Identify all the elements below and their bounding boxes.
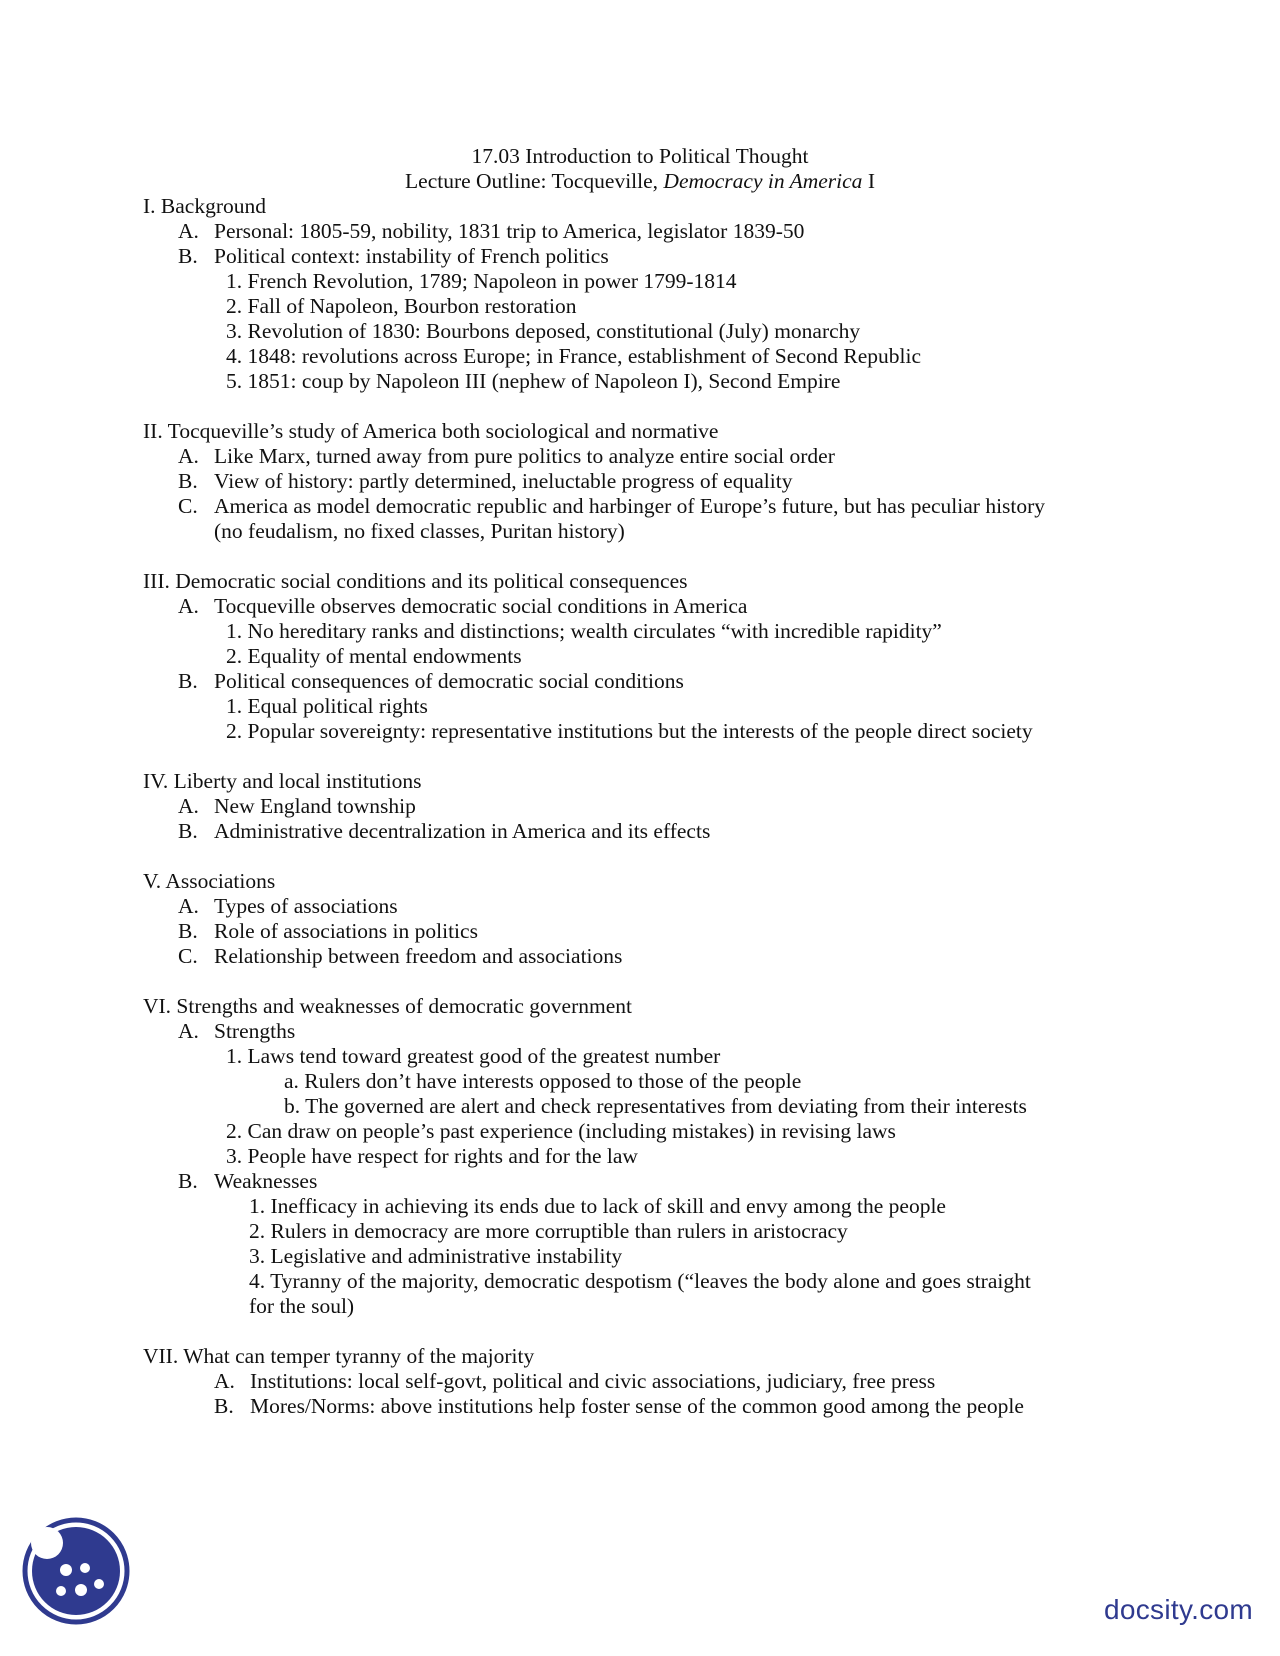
item-letter: A. — [178, 219, 199, 243]
outline-continuation: (no feudalism, no fixed classes, Puritan history) — [214, 519, 625, 543]
outline-subitem: 2. Rulers in democracy are more corruptible than rulers in aristocracy — [249, 1219, 848, 1243]
outline-item — [178, 1168, 1280, 1194]
item-letter: B. — [214, 1394, 234, 1418]
outline-subsubitem: a. Rulers don’t have interests opposed to those of the people — [284, 1069, 802, 1093]
outline-item — [178, 443, 1280, 469]
docsity-brand-text[interactable]: docsity.com — [1104, 1594, 1254, 1625]
outline-item — [178, 918, 1280, 944]
outline-subitem: 2. Equality of mental endowments — [226, 644, 522, 668]
item-text: Types of associations — [214, 894, 398, 918]
outline-item — [178, 493, 1280, 519]
section-heading: V. Associations — [143, 869, 276, 893]
item-letter: A. — [178, 444, 199, 468]
item-text: Relationship between freedom and associations — [214, 944, 623, 968]
outline-item — [178, 593, 1280, 619]
section-heading: I. Background — [143, 194, 266, 218]
item-letter: B. — [178, 244, 198, 268]
outline-subitem: 3. People have respect for rights and for the law — [226, 1144, 638, 1168]
item-text: Weaknesses — [214, 1169, 318, 1193]
outline-subitem: 2. Fall of Napoleon, Bourbon restoration — [226, 294, 577, 318]
course-title: 17.03 Introduction to Political Thought — [471, 144, 809, 168]
item-text: New England township — [214, 794, 416, 818]
outline-item — [178, 893, 1280, 919]
subtitle-book-title: Democracy in America — [663, 169, 863, 193]
outline-subitem: 1. French Revolution, 1789; Napoleon in power 1799-1814 — [226, 269, 737, 293]
outline-subitem: 1. No hereditary ranks and distinctions; wealth circulates “with incredible rapidity” — [226, 619, 942, 643]
outline-subitem: 5. 1851: coup by Napoleon III (nephew of Napoleon I), Second Empire — [226, 369, 841, 393]
outline-subitem: 3. Legislative and administrative instability — [249, 1244, 623, 1268]
subtitle-prefix: Lecture Outline: Tocqueville, — [405, 169, 664, 193]
item-letter: A. — [178, 794, 199, 818]
item-letter: A. — [178, 894, 199, 918]
outline-item — [178, 818, 1280, 844]
outline-subitem: 1. Inefficacy in achieving its ends due to lack of skill and envy among the people — [249, 1194, 946, 1218]
subtitle-suffix: I — [862, 169, 875, 193]
docsity-logo-icon — [21, 1516, 131, 1626]
outline-subitem: 2. Popular sovereignty: representative institutions but the interests of the people direct society — [226, 719, 1033, 743]
outline-item — [214, 1368, 1280, 1394]
item-text: View of history: partly determined, ineluctable progress of equality — [214, 469, 793, 493]
item-letter: A. — [178, 594, 199, 618]
item-letter: A. — [178, 1019, 199, 1043]
item-text: Political context: instability of French politics — [214, 244, 609, 268]
outline-subitem: 2. Can draw on people’s past experience (including mistakes) in revising laws — [226, 1119, 896, 1143]
item-text: America as model democratic republic and harbinger of Europe’s future, but has peculiar history — [214, 494, 1046, 518]
item-text: Tocqueville observes democratic social conditions in America — [214, 594, 748, 618]
outline-continuation: for the soul) — [249, 1294, 355, 1318]
outline-subitem: 1. Equal political rights — [226, 694, 428, 718]
outline-subitem: 4. Tyranny of the majority, democratic despotism (“leaves the body alone and goes straight — [249, 1269, 1031, 1293]
outline-item — [178, 243, 1280, 269]
item-letter: B. — [178, 919, 198, 943]
section-heading: II. Tocqueville’s study of America both sociological and normative — [143, 419, 719, 443]
outline-item — [178, 1018, 1280, 1044]
item-text: Role of associations in politics — [214, 919, 478, 943]
item-letter: A. — [214, 1369, 235, 1393]
outline-item — [178, 793, 1280, 819]
outline-item — [178, 668, 1280, 694]
item-text: Political consequences of democratic social conditions — [214, 669, 684, 693]
outline-subsubitem: b. The governed are alert and check representatives from deviating from their interests — [284, 1094, 1027, 1118]
item-letter: B. — [178, 1169, 198, 1193]
outline-item — [178, 468, 1280, 494]
item-letter: C. — [178, 944, 198, 968]
item-text: Administrative decentralization in America and its effects — [214, 819, 711, 843]
item-text: Personal: 1805-59, nobility, 1831 trip to America, legislator 1839-50 — [214, 219, 805, 243]
outline-item — [178, 943, 1280, 969]
outline-item — [178, 218, 1280, 244]
section-heading: IV. Liberty and local institutions — [143, 769, 422, 793]
item-text: Strengths — [214, 1019, 296, 1043]
section-heading: VII. What can temper tyranny of the majority — [143, 1344, 535, 1368]
outline-item — [214, 1393, 1280, 1419]
item-text: Mores/Norms: above institutions help foster sense of the common good among the people — [250, 1394, 1024, 1418]
item-letter: C. — [178, 494, 198, 518]
outline-subitem: 1. Laws tend toward greatest good of the greatest number — [226, 1044, 721, 1068]
section-heading: III. Democratic social conditions and its political consequences — [143, 569, 688, 593]
lecture-subtitle — [0, 168, 1280, 194]
item-letter: B. — [178, 669, 198, 693]
section-heading: VI. Strengths and weaknesses of democratic government — [143, 994, 632, 1018]
item-text: Like Marx, turned away from pure politics to analyze entire social order — [214, 444, 835, 468]
item-letter: B. — [178, 819, 198, 843]
item-text: Institutions: local self-govt, political and civic associations, judiciary, free press — [250, 1369, 936, 1393]
outline-subitem: 3. Revolution of 1830: Bourbons deposed, constitutional (July) monarchy — [226, 319, 861, 343]
item-letter: B. — [178, 469, 198, 493]
outline-subitem: 4. 1848: revolutions across Europe; in France, establishment of Second Republic — [226, 344, 922, 368]
